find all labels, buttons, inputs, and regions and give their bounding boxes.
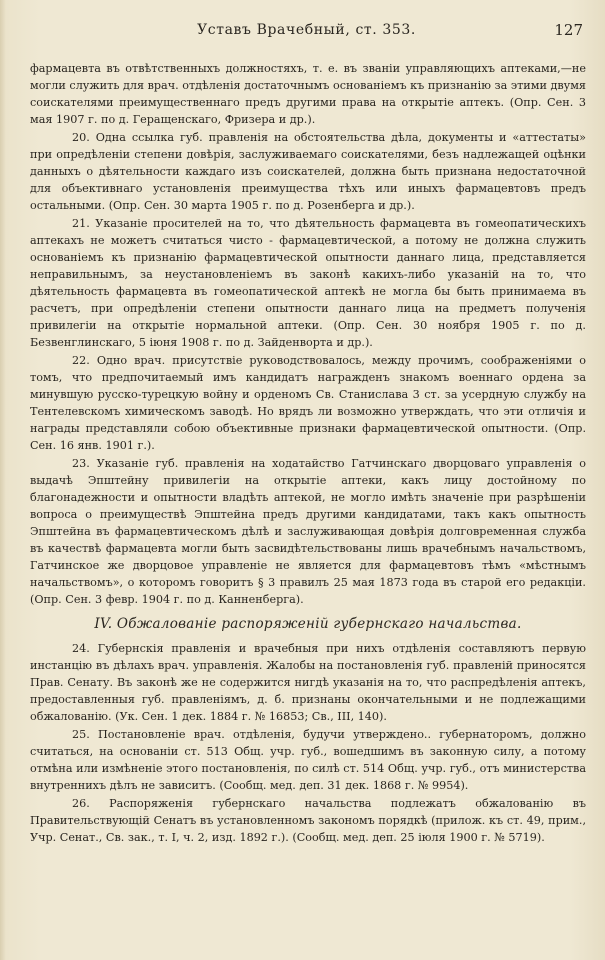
paragraph-24: 24. Губернскія правленія и врачебныя при нихъ отдѣленія составляютъ первую инстанцію въ дѣлахъ врач. управленія. Жалобы на постановленія губ. правленій приносятся Прав. Сенату. Въ законѣ же не содержится нигдѣ указанія на то, что распредѣленія аптекъ, предоставленныя губ. правленіямъ, д. б. признаны окончательными и не подлежащими обжалованію. (Ук. Сен. 1 дек. 1884 г. № 16853; Св., III, 140).: [30, 642, 586, 723]
page-body: [30, 60, 586, 847]
section-title: IV. Обжалованіе распоряженій губернскаго начальства.: [94, 616, 522, 632]
paragraph-continuation: фармацевта въ отвѣтственныхъ должностяхъ, т. е. въ званіи управляющихъ аптеками,—не могли служить для врач. отдѣленія достаточнымъ основаніемъ къ признанію за этими двумя соискателями преимущественнаго предъ другими права на открытіе аптекъ. (Опр. Сен. 3 мая 1907 г. по д. Геращенскаго, Фризера и др.).: [30, 62, 586, 126]
paragraph-23: 23. Указаніе губ. правленія на ходатайство Гатчинскаго дворцоваго управленія о выдачѣ Эпштейну привилегіи на открытіе аптеки, какъ лицу достойному по благонадежности и опытности владѣть аптекой, не могло имѣть значеніе при разрѣшеніи вопроса о преимуществѣ Эпштейна предъ другими кандидатами, такъ какъ опытность Эпштейна въ фармацевтическомъ дѣлѣ и заслуживающая довѣрія долговременная служба въ качествѣ фармацевта могли быть засвидѣтельствованы лишь врачебнымъ начальствомъ, Гатчинское же дворцовое управленіе не является для фармацевтовъ тѣмъ «мѣстнымъ начальствомъ», о которомъ говоритъ § 3 правилъ 25 мая 1873 года въ старой его редакціи. (Опр. Сен. 3 февр. 1904 г. по д. Канненберга).: [30, 457, 586, 606]
paragraph-20: 20. Одна ссылка губ. правленія на обстоятельства дѣла, документы и «аттестаты» при опредѣленіи степени довѣрія, заслуживаемаго соискателями, безъ надлежащей оцѣнки данныхъ о дѣятельности каждаго изъ соискателей, должна быть признана недостаточной для объективнаго установленія преимущества тѣхъ или иныхъ фармацевтовъ предъ остальными. (Опр. Сен. 30 марта 1905 г. по д. Розенберга и др.).: [30, 131, 586, 212]
paragraph-25: 25. Постановленіе врач. отдѣленія, будучи утверждено.. губернаторомъ, должно считаться, на основаніи ст. 513 Общ. учр. губ., вошедшимъ въ законную силу, а потому отмѣна или измѣненіе этого постановленія, по силѣ ст. 514 Общ. учр. губ., отъ министерства внутреннихъ дѣлъ не зависитъ. (Сообщ. мед. деп. 31 дек. 1868 г. № 9954).: [30, 728, 586, 792]
page-header: [30, 18, 583, 42]
paragraph-26: 26. Распоряженія губернскаго начальства подлежатъ обжалованію въ Правительствующій Сенатъ въ установленномъ закономъ порядкѣ (прилож. къ ст. 49, прим., Учр. Сенат., Св. зак., т. I, ч. 2, изд. 1892 г.). (Сообщ. мед. деп. 25 іюля 1900 г. № 5719).: [30, 797, 586, 844]
page-number: 127: [554, 21, 583, 39]
running-title: Уставъ Врачебный, ст. 353.: [197, 22, 416, 38]
paragraph-21: 21. Указаніе просителей на то, что дѣятельность фармацевта въ гомеопатическихъ аптекахъ не можетъ считаться чисто - фармацевтической, а потому не должна служить основаніемъ къ признанію фармацевтической опытности даннаго лица, представляется неправильнымъ, за неустановленіемъ въ законѣ какихъ-либо указаній на то, что дѣятельность фармацевта въ гомеопатической аптекѣ не могла бы быть принимаема въ расчетъ, при опредѣленіи степени опытности даннаго лица на предметъ полученія привилегіи на открытіе нормальной аптеки. (Опр. Сен. 30 ноября 1905 г. по д. Безвенглинскаго, 5 іюня 1908 г. по д. Зайденворта и др.).: [30, 217, 586, 349]
paragraph-22: 22. Одно врач. присутствіе руководствовалось, между прочимъ, соображеніями о томъ, что предпочитаемый имъ кандидатъ награжденъ знакомъ военнаго ордена за минувшую русско-турецкую войну и орденомъ Св. Станислава 3 ст. за усердную службу на Тентелевскомъ химическомъ заводѣ. Но врядъ ли возможно утверждать, что эти отличія и награды представляли собою объективные признаки фармацевтической опытности. (Опр. Сен. 16 янв. 1901 г.).: [30, 354, 586, 452]
